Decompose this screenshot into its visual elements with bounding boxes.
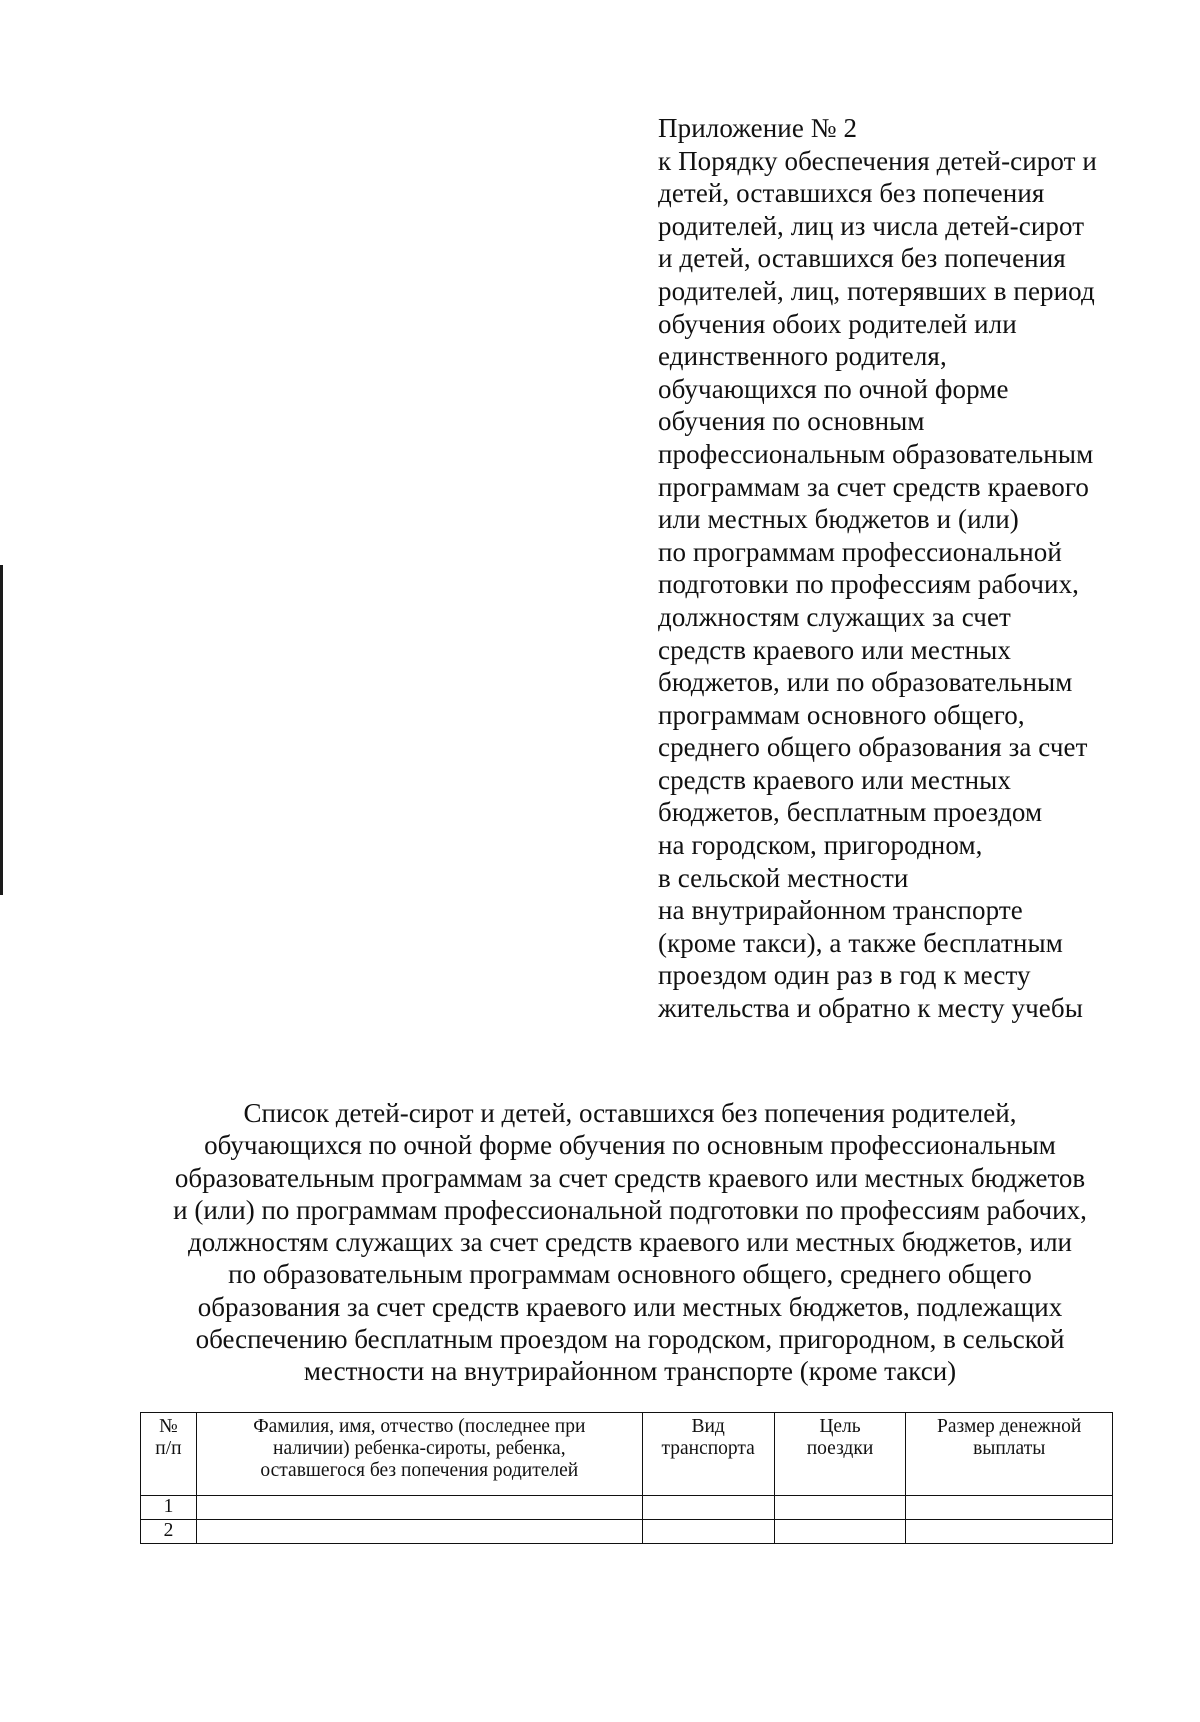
list-title-line: обучающихся по очной форме обучения по основным профессиональным — [204, 1130, 1056, 1161]
appendix-line: программам основного общего, — [658, 699, 1025, 730]
cell-full-name — [196, 1496, 642, 1520]
appendix-line: среднего общего образования за счет — [658, 732, 1088, 763]
header-purpose-line: Цель — [819, 1416, 861, 1437]
header-purpose-line: поездки — [806, 1438, 874, 1459]
cell-transport-type — [642, 1520, 774, 1544]
appendix-line: детей, оставшихся без попечения — [658, 178, 1045, 209]
header-full-name-line: наличии) ребенка-сироты, ребенка, — [273, 1438, 566, 1459]
header-full-name — [196, 1413, 642, 1496]
header-trip-purpose — [774, 1413, 906, 1496]
list-title-line: по образовательным программам основного общего, среднего общего — [228, 1259, 1032, 1290]
appendix-line: единственного родителя, — [658, 341, 947, 372]
header-number-line: п/п — [155, 1438, 182, 1459]
cell-transport-type — [642, 1496, 774, 1520]
appendix-line: должностям служащих за счет — [658, 601, 1011, 632]
appendix-line: проездом один раз в год к месту — [658, 960, 1031, 991]
appendix-line: обучения по основным — [658, 406, 925, 437]
header-payment-amount — [906, 1413, 1113, 1496]
header-transport-type — [642, 1413, 774, 1496]
header-number — [141, 1413, 197, 1496]
table-body — [141, 1496, 1113, 1544]
appendix-line: бюджетов, или по образовательным — [658, 667, 1073, 698]
cell-payment-amount — [906, 1520, 1113, 1544]
cell-number: 2 — [141, 1520, 197, 1544]
header-transport-line: транспорта — [661, 1438, 755, 1459]
header-full-name-line: Фамилия, имя, отчество (последнее при — [253, 1416, 586, 1437]
appendix-header — [658, 112, 1178, 1025]
appendix-line: жительства и обратно к месту учебы — [658, 993, 1083, 1024]
cell-number: 1 — [141, 1496, 197, 1520]
appendix-line: в сельской местности — [658, 862, 909, 893]
header-full-name-line: оставшегося без попечения родителей — [260, 1460, 579, 1481]
cell-full-name — [196, 1520, 642, 1544]
scan-edge-mark — [0, 565, 3, 895]
appendix-line: обучения обоих родителей или — [658, 308, 1017, 339]
appendix-line: средств краевого или местных — [658, 764, 1011, 795]
list-title-line: должностям служащих за счет средств краевого или местных бюджетов, или — [187, 1227, 1073, 1258]
appendix-line: обучающихся по очной форме — [658, 373, 1009, 404]
appendix-line: и детей, оставшихся без попечения — [658, 243, 1066, 274]
appendix-line: на городском, пригородном, — [658, 830, 983, 861]
appendix-line: профессиональным образовательным — [658, 438, 1094, 469]
cell-payment-amount — [906, 1496, 1113, 1520]
appendix-line: по программам профессиональной — [658, 536, 1062, 567]
list-title-line: образования за счет средств краевого или местных бюджетов, подлежащих — [197, 1291, 1063, 1322]
cell-trip-purpose — [774, 1520, 906, 1544]
table-header — [141, 1413, 1113, 1496]
header-row — [141, 1413, 1113, 1496]
appendix-line: Приложение № 2 — [658, 113, 858, 143]
appendix-line: (кроме такси), а также бесплатным — [658, 927, 1063, 958]
appendix-line: к Порядку обеспечения детей-сирот и — [658, 145, 1097, 176]
appendix-line: программам за счет средств краевого — [658, 471, 1089, 502]
header-transport-line: Вид — [691, 1416, 725, 1437]
registry-table — [140, 1412, 1113, 1544]
table-row — [141, 1520, 1113, 1544]
cell-trip-purpose — [774, 1496, 906, 1520]
table-row — [141, 1496, 1113, 1520]
list-title-line: Список детей-сирот и детей, оставшихся без попечения родителей, — [243, 1098, 1017, 1128]
appendix-line: на внутрирайонном транспорте — [658, 895, 1023, 926]
header-payment-line: выплаты — [973, 1438, 1046, 1459]
list-title-line: образовательным программам за счет средств краевого или местных бюджетов — [174, 1162, 1086, 1193]
appendix-line: родителей, лиц из числа детей-сирот — [658, 210, 1085, 241]
header-number-line: № — [159, 1416, 178, 1437]
list-title — [110, 1097, 1150, 1388]
appendix-line: подготовки по профессиям рабочих, — [658, 569, 1080, 600]
list-title-line: обеспечению бесплатным проездом на городском, пригородном, в сельской — [195, 1324, 1065, 1355]
list-title-line: местности на внутрирайонном транспорте (кроме такси) — [303, 1356, 957, 1387]
appendix-line: бюджетов, бесплатным проездом — [658, 797, 1043, 828]
header-payment-line: Размер денежной — [937, 1416, 1082, 1437]
appendix-line: или местных бюджетов и (или) — [658, 504, 1019, 535]
appendix-line: родителей, лиц, потерявших в период — [658, 275, 1095, 306]
appendix-line: средств краевого или местных — [658, 634, 1011, 665]
list-title-line: и (или) по программам профессиональной подготовки по профессиям рабочих, — [173, 1194, 1087, 1225]
